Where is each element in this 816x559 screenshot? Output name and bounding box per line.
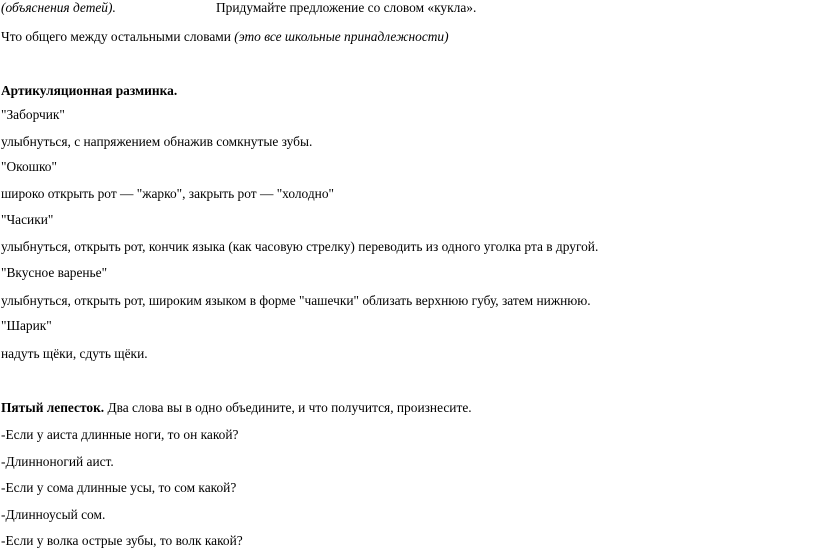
articulation-title: Артикуляционная разминка.: [1, 83, 178, 98]
task-sentence-doll: Придумайте предложение со словом «кукла».: [216, 0, 477, 15]
exercise-name-3: "Часики": [1, 212, 54, 227]
dialogue-line-5: -Если у волка острые зубы, то волк какой?: [1, 533, 243, 548]
exercise-name-4: "Вкусное варенье": [1, 265, 108, 280]
question-paragraph: [1, 29, 449, 45]
children-explanation-note: (объяснения детей).: [1, 0, 116, 15]
exercise-desc-4: улыбнуться, открыть рот, широким языком в форме "чашечки" облизать верхнюю губу, затем нижнюю.: [1, 293, 591, 308]
exercise-desc-1: улыбнуться, с напряжением обнажив сомкнутые зубы.: [1, 134, 313, 149]
dialogue-line-3: -Если у сома длинные усы, то сом какой?: [1, 480, 237, 495]
exercise-name-5: "Шарик": [1, 318, 52, 333]
question-text: Что общего между остальными словами: [1, 29, 235, 44]
dialogue-line-2: -Длинноногий аист.: [1, 454, 114, 469]
dialogue-line-4: -Длинноусый сом.: [1, 507, 106, 522]
fifth-petal-title: Пятый лепесток.: [1, 400, 105, 415]
dialogue-line-1: -Если у аиста длинные ноги, то он какой?: [1, 427, 239, 442]
exercise-desc-2: широко открыть рот — "жарко", закрыть рот — "холодно": [1, 186, 334, 201]
fifth-petal-paragraph: [1, 400, 472, 416]
exercise-desc-5: надуть щёки, сдуть щёки.: [1, 346, 148, 361]
fifth-petal-intro: Два слова вы в одно объедините, и что получится, произнесите.: [104, 400, 472, 415]
question-answer: (это все школьные принадлежности): [234, 29, 449, 44]
exercise-name-2: "Окошко": [1, 159, 57, 174]
exercise-name-1: "Заборчик": [1, 107, 65, 122]
exercise-desc-3: улыбнуться, открыть рот, кончик языка (как часовую стрелку) переводить из одного уголка рта в другой.: [1, 239, 599, 254]
